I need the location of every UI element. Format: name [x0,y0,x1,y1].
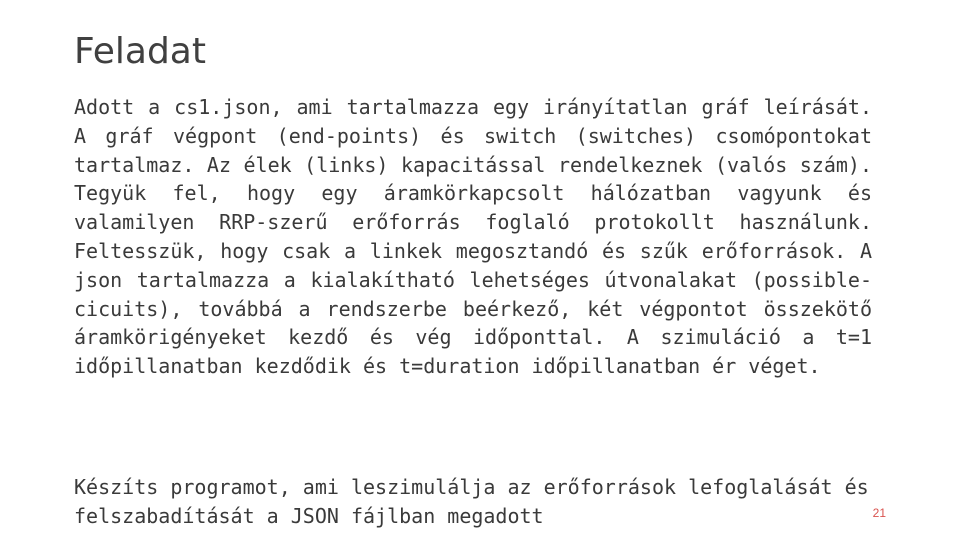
task-description-paragraph: Adott a cs1.json, ami tartalmazza egy irányítatlan gráf leírását. A gráf végpont (end-points) és switch (switches) csomópontokat tartalmaz. Az élek (links) kapacitással rendelkeznek (valós szám). Tegyük fel, hogy egy áramkörkapcsolt hálózatban vagyunk és valamilyen RRP-szerű erőforrás foglaló protokollt használunk. Feltesszük, hogy csak a linkek megosztandó és szűk erőforrások. A json tartalmazza a kialakítható lehetséges útvonalakat (possible-cicuits), továbbá a rendszerbe beérkező, két végpontot összekötő áramkörigényeket kezdő és vég időponttal. A szimuláció a t=1 időpillanatban kezdődik és t=duration időpillanatban ér véget. [74,95,872,379]
slide-title: Feladat [74,31,206,72]
page-number: 21 [872,506,886,520]
program-instruction-paragraph: Készíts programot, ami leszimulálja az erőforrások lefoglalását és felszabadítását a JSON fájlban megadott [74,475,869,528]
